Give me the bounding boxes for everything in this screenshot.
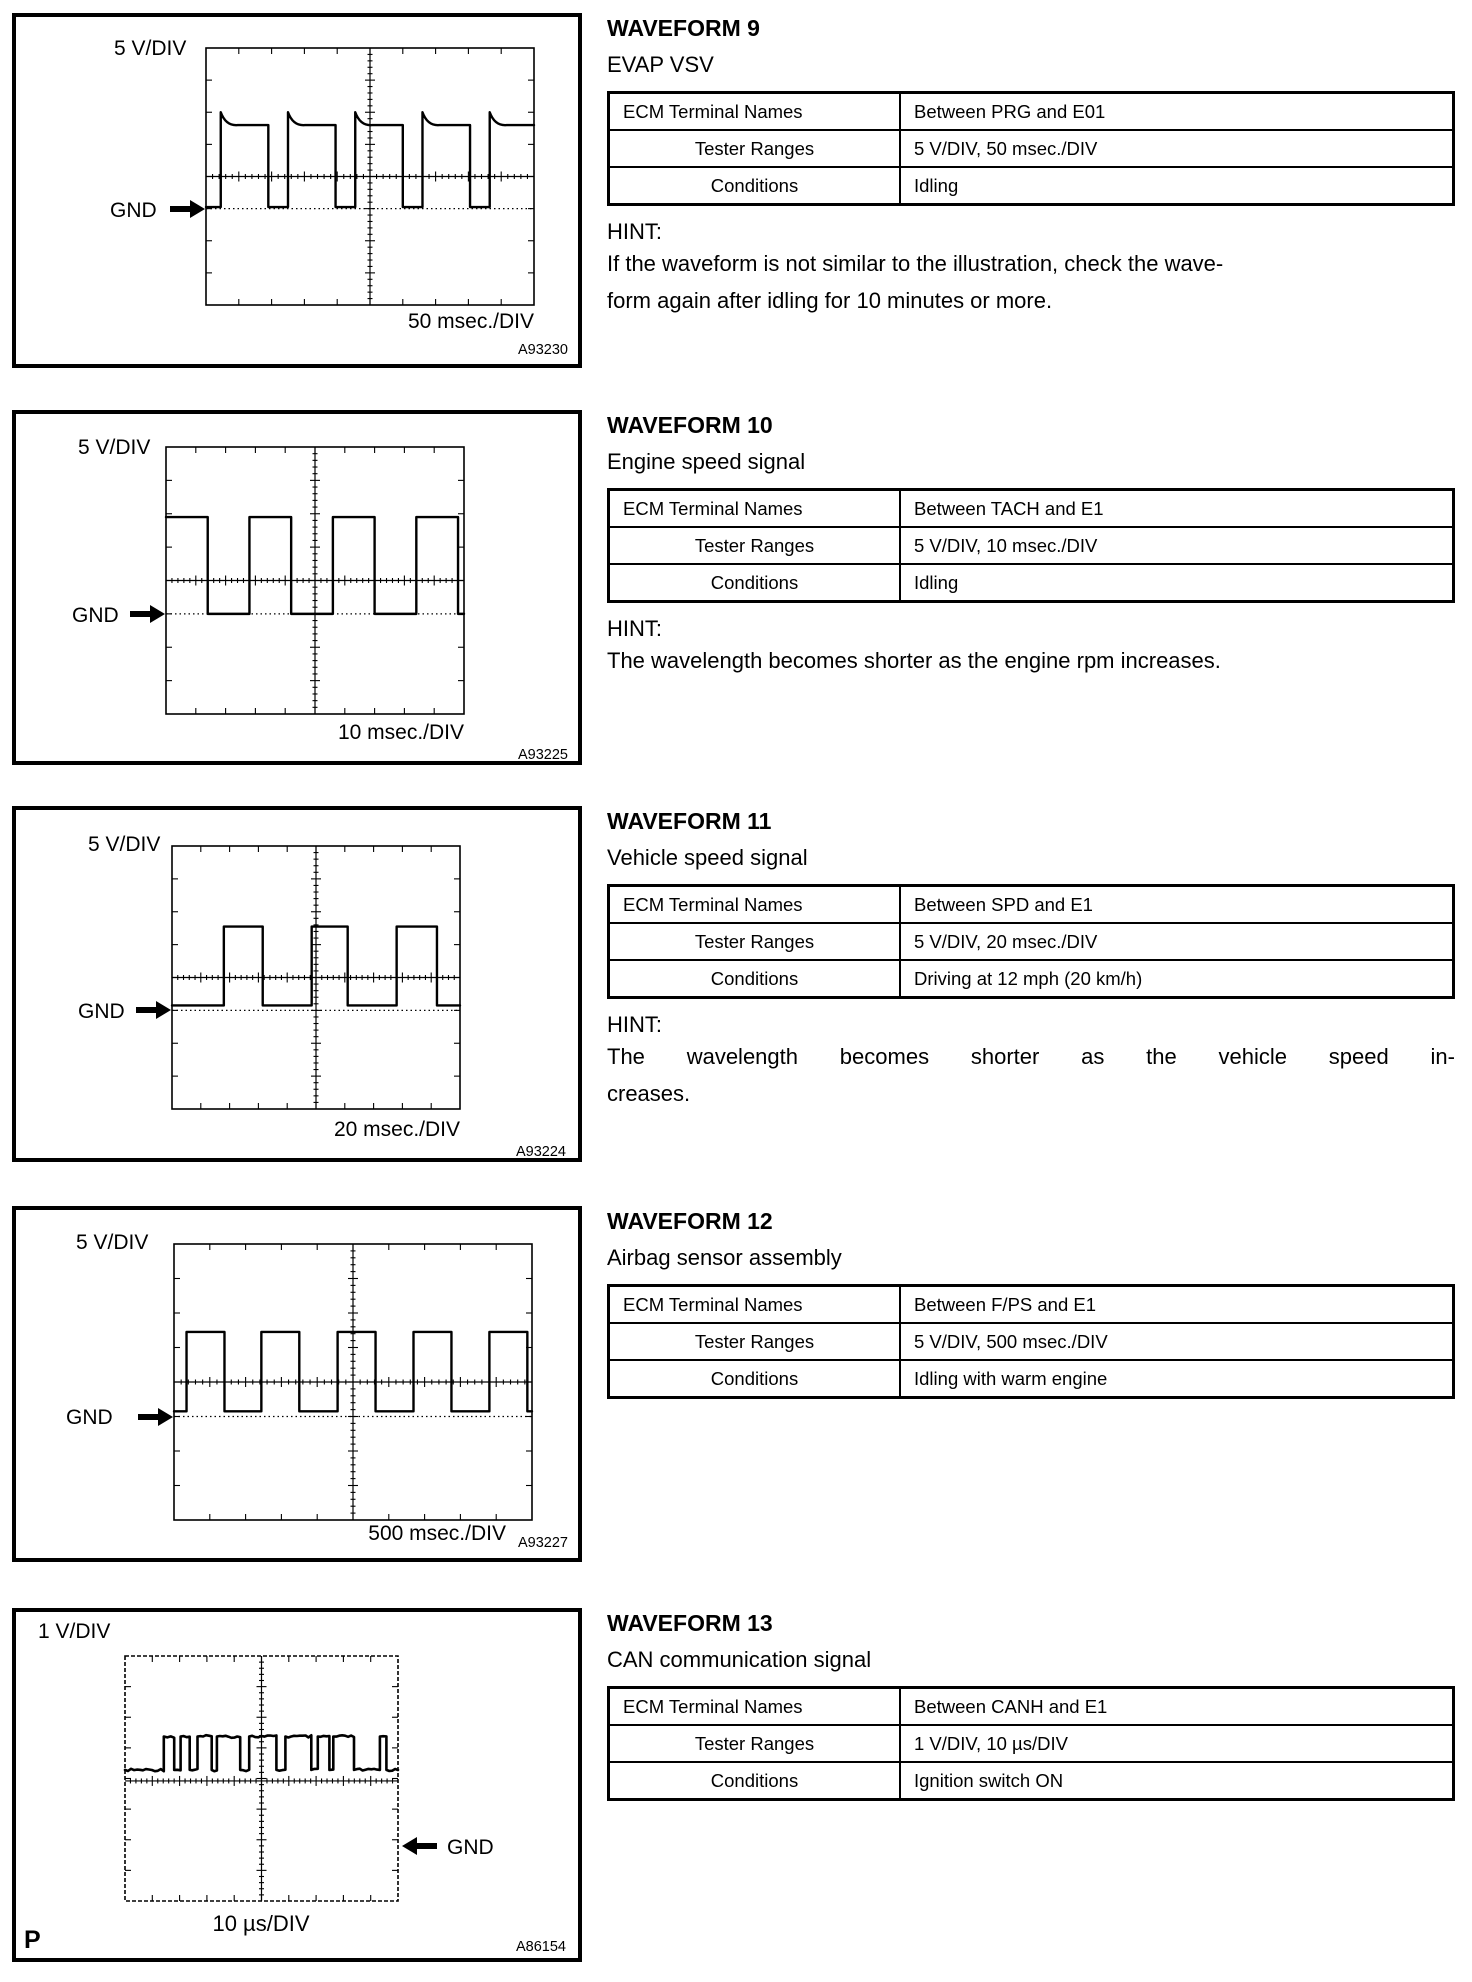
hint-label: HINT: xyxy=(607,616,662,641)
section-title: WAVEFORM 11 xyxy=(607,808,772,834)
table-header-cell: Tester Ranges xyxy=(609,923,901,960)
figure-ref-code: A93227 xyxy=(518,1535,568,1551)
volts-per-div-label: 1 V/DIV xyxy=(38,1620,111,1643)
hint-text-line: creases. xyxy=(607,1081,691,1106)
page-marker: P xyxy=(24,1926,41,1954)
ecm-terminal-table xyxy=(607,488,1455,603)
table-row xyxy=(609,490,1454,528)
table-value-cell: Idling with warm engine xyxy=(900,1360,1454,1398)
table-header-cell: Tester Ranges xyxy=(609,1725,901,1762)
table-row xyxy=(609,130,1454,167)
hint-label: HINT: xyxy=(607,1012,662,1037)
volts-per-div-label: 5 V/DIV xyxy=(114,37,187,60)
time-per-div-label: 10 msec./DIV xyxy=(337,721,464,744)
figure-ref-code: A93225 xyxy=(518,747,568,763)
gnd-label: GND xyxy=(447,1836,494,1859)
table-value-cell: 5 V/DIV, 20 msec./DIV xyxy=(900,923,1454,960)
table-value-cell: 5 V/DIV, 50 msec./DIV xyxy=(900,130,1454,167)
gnd-label: GND xyxy=(72,604,119,627)
section-subtitle: Vehicle speed signal xyxy=(607,845,808,870)
table-row xyxy=(609,960,1454,998)
volts-per-div-label: 5 V/DIV xyxy=(88,833,161,856)
gnd-label: GND xyxy=(78,1000,125,1023)
gnd-arrow-icon xyxy=(130,604,166,624)
table-row xyxy=(609,1286,1454,1324)
table-value-cell: Driving at 12 mph (20 km/h) xyxy=(900,960,1454,998)
section-title: WAVEFORM 10 xyxy=(607,412,773,438)
hint-text-line: If the waveform is not similar to the illustration, check the wave- xyxy=(607,251,1224,276)
table-value-cell: Between PRG and E01 xyxy=(900,93,1454,131)
ecm-terminal-table xyxy=(607,1284,1455,1399)
hint-text-line: form again after idling for 10 minutes or more. xyxy=(607,288,1053,313)
ecm-terminal-table xyxy=(607,884,1455,999)
table-row xyxy=(609,1323,1454,1360)
table-value-cell: 5 V/DIV, 500 msec./DIV xyxy=(900,1323,1454,1360)
gnd-arrow-icon xyxy=(401,1836,437,1856)
time-per-div-label: 50 msec./DIV xyxy=(407,310,534,333)
gnd-arrow-icon xyxy=(138,1407,174,1427)
waveform9-info xyxy=(607,15,1455,319)
time-per-div-label: 10 µs/DIV xyxy=(212,1911,310,1936)
table-value-cell: 5 V/DIV, 10 msec./DIV xyxy=(900,527,1454,564)
table-row xyxy=(609,167,1454,205)
hint-text-line: The wavelength becomes shorter as the vehicle speed in- xyxy=(607,1044,1455,1069)
table-value-cell: Between CANH and E1 xyxy=(900,1688,1454,1726)
table-header-cell: Tester Ranges xyxy=(609,527,901,564)
waveform10-info xyxy=(607,412,1455,679)
figure-ref-code: A93224 xyxy=(516,1144,566,1160)
table-value-cell: Between F/PS and E1 xyxy=(900,1286,1454,1324)
waveform13-info xyxy=(607,1610,1455,1801)
table-header-cell: ECM Terminal Names xyxy=(609,886,901,924)
section-title: WAVEFORM 13 xyxy=(607,1610,773,1636)
waveform12-info xyxy=(607,1208,1455,1399)
waveform9-oscilloscope-grid xyxy=(206,48,534,305)
table-header-cell: Tester Ranges xyxy=(609,1323,901,1360)
section-title: WAVEFORM 9 xyxy=(607,15,760,41)
hint-label: HINT: xyxy=(607,219,662,244)
table-value-cell: Between TACH and E1 xyxy=(900,490,1454,528)
waveform13-oscilloscope-grid xyxy=(125,1656,398,1901)
table-header-cell: ECM Terminal Names xyxy=(609,93,901,131)
table-row xyxy=(609,1688,1454,1726)
waveform11-oscilloscope-grid xyxy=(172,846,460,1109)
waveform12-oscilloscope-grid xyxy=(174,1244,532,1520)
section-subtitle: Airbag sensor assembly xyxy=(607,1245,842,1270)
table-row xyxy=(609,564,1454,602)
volts-per-div-label: 5 V/DIV xyxy=(78,436,151,459)
table-row xyxy=(609,886,1454,924)
figure-ref-code: A93230 xyxy=(518,342,568,358)
table-header-cell: Conditions xyxy=(609,167,901,205)
table-header-cell: ECM Terminal Names xyxy=(609,490,901,528)
table-row xyxy=(609,93,1454,131)
table-row xyxy=(609,1762,1454,1800)
ecm-terminal-table xyxy=(607,1686,1455,1801)
table-header-cell: Conditions xyxy=(609,1360,901,1398)
table-value-cell: 1 V/DIV, 10 µs/DIV xyxy=(900,1725,1454,1762)
table-header-cell: Conditions xyxy=(609,1762,901,1800)
table-row xyxy=(609,923,1454,960)
table-row xyxy=(609,1725,1454,1762)
table-header-cell: Conditions xyxy=(609,564,901,602)
table-header-cell: ECM Terminal Names xyxy=(609,1286,901,1324)
volts-per-div-label: 5 V/DIV xyxy=(76,1231,149,1254)
gnd-label: GND xyxy=(110,199,157,222)
section-subtitle: CAN communication signal xyxy=(607,1647,872,1672)
figure-ref-code: A86154 xyxy=(516,1939,566,1955)
table-value-cell: Ignition switch ON xyxy=(900,1762,1454,1800)
gnd-label: GND xyxy=(66,1406,113,1429)
section-subtitle: EVAP VSV xyxy=(607,52,714,77)
table-row xyxy=(609,1360,1454,1398)
section-title: WAVEFORM 12 xyxy=(607,1208,773,1234)
table-value-cell: Between SPD and E1 xyxy=(900,886,1454,924)
time-per-div-label: 20 msec./DIV xyxy=(333,1118,460,1141)
gnd-arrow-icon xyxy=(136,1000,172,1020)
hint-text-line: The wavelength becomes shorter as the engine rpm increases. xyxy=(607,648,1221,673)
time-per-div-label: 500 msec./DIV xyxy=(368,1522,506,1545)
section-subtitle: Engine speed signal xyxy=(607,449,806,474)
gnd-arrow-icon xyxy=(170,199,206,219)
table-value-cell: Idling xyxy=(900,564,1454,602)
waveform10-oscilloscope-grid xyxy=(166,447,464,714)
table-row xyxy=(609,527,1454,564)
table-value-cell: Idling xyxy=(900,167,1454,205)
table-header-cell: ECM Terminal Names xyxy=(609,1688,901,1726)
ecm-terminal-table xyxy=(607,91,1455,206)
table-header-cell: Conditions xyxy=(609,960,901,998)
waveform11-info xyxy=(607,808,1455,1112)
table-header-cell: Tester Ranges xyxy=(609,130,901,167)
